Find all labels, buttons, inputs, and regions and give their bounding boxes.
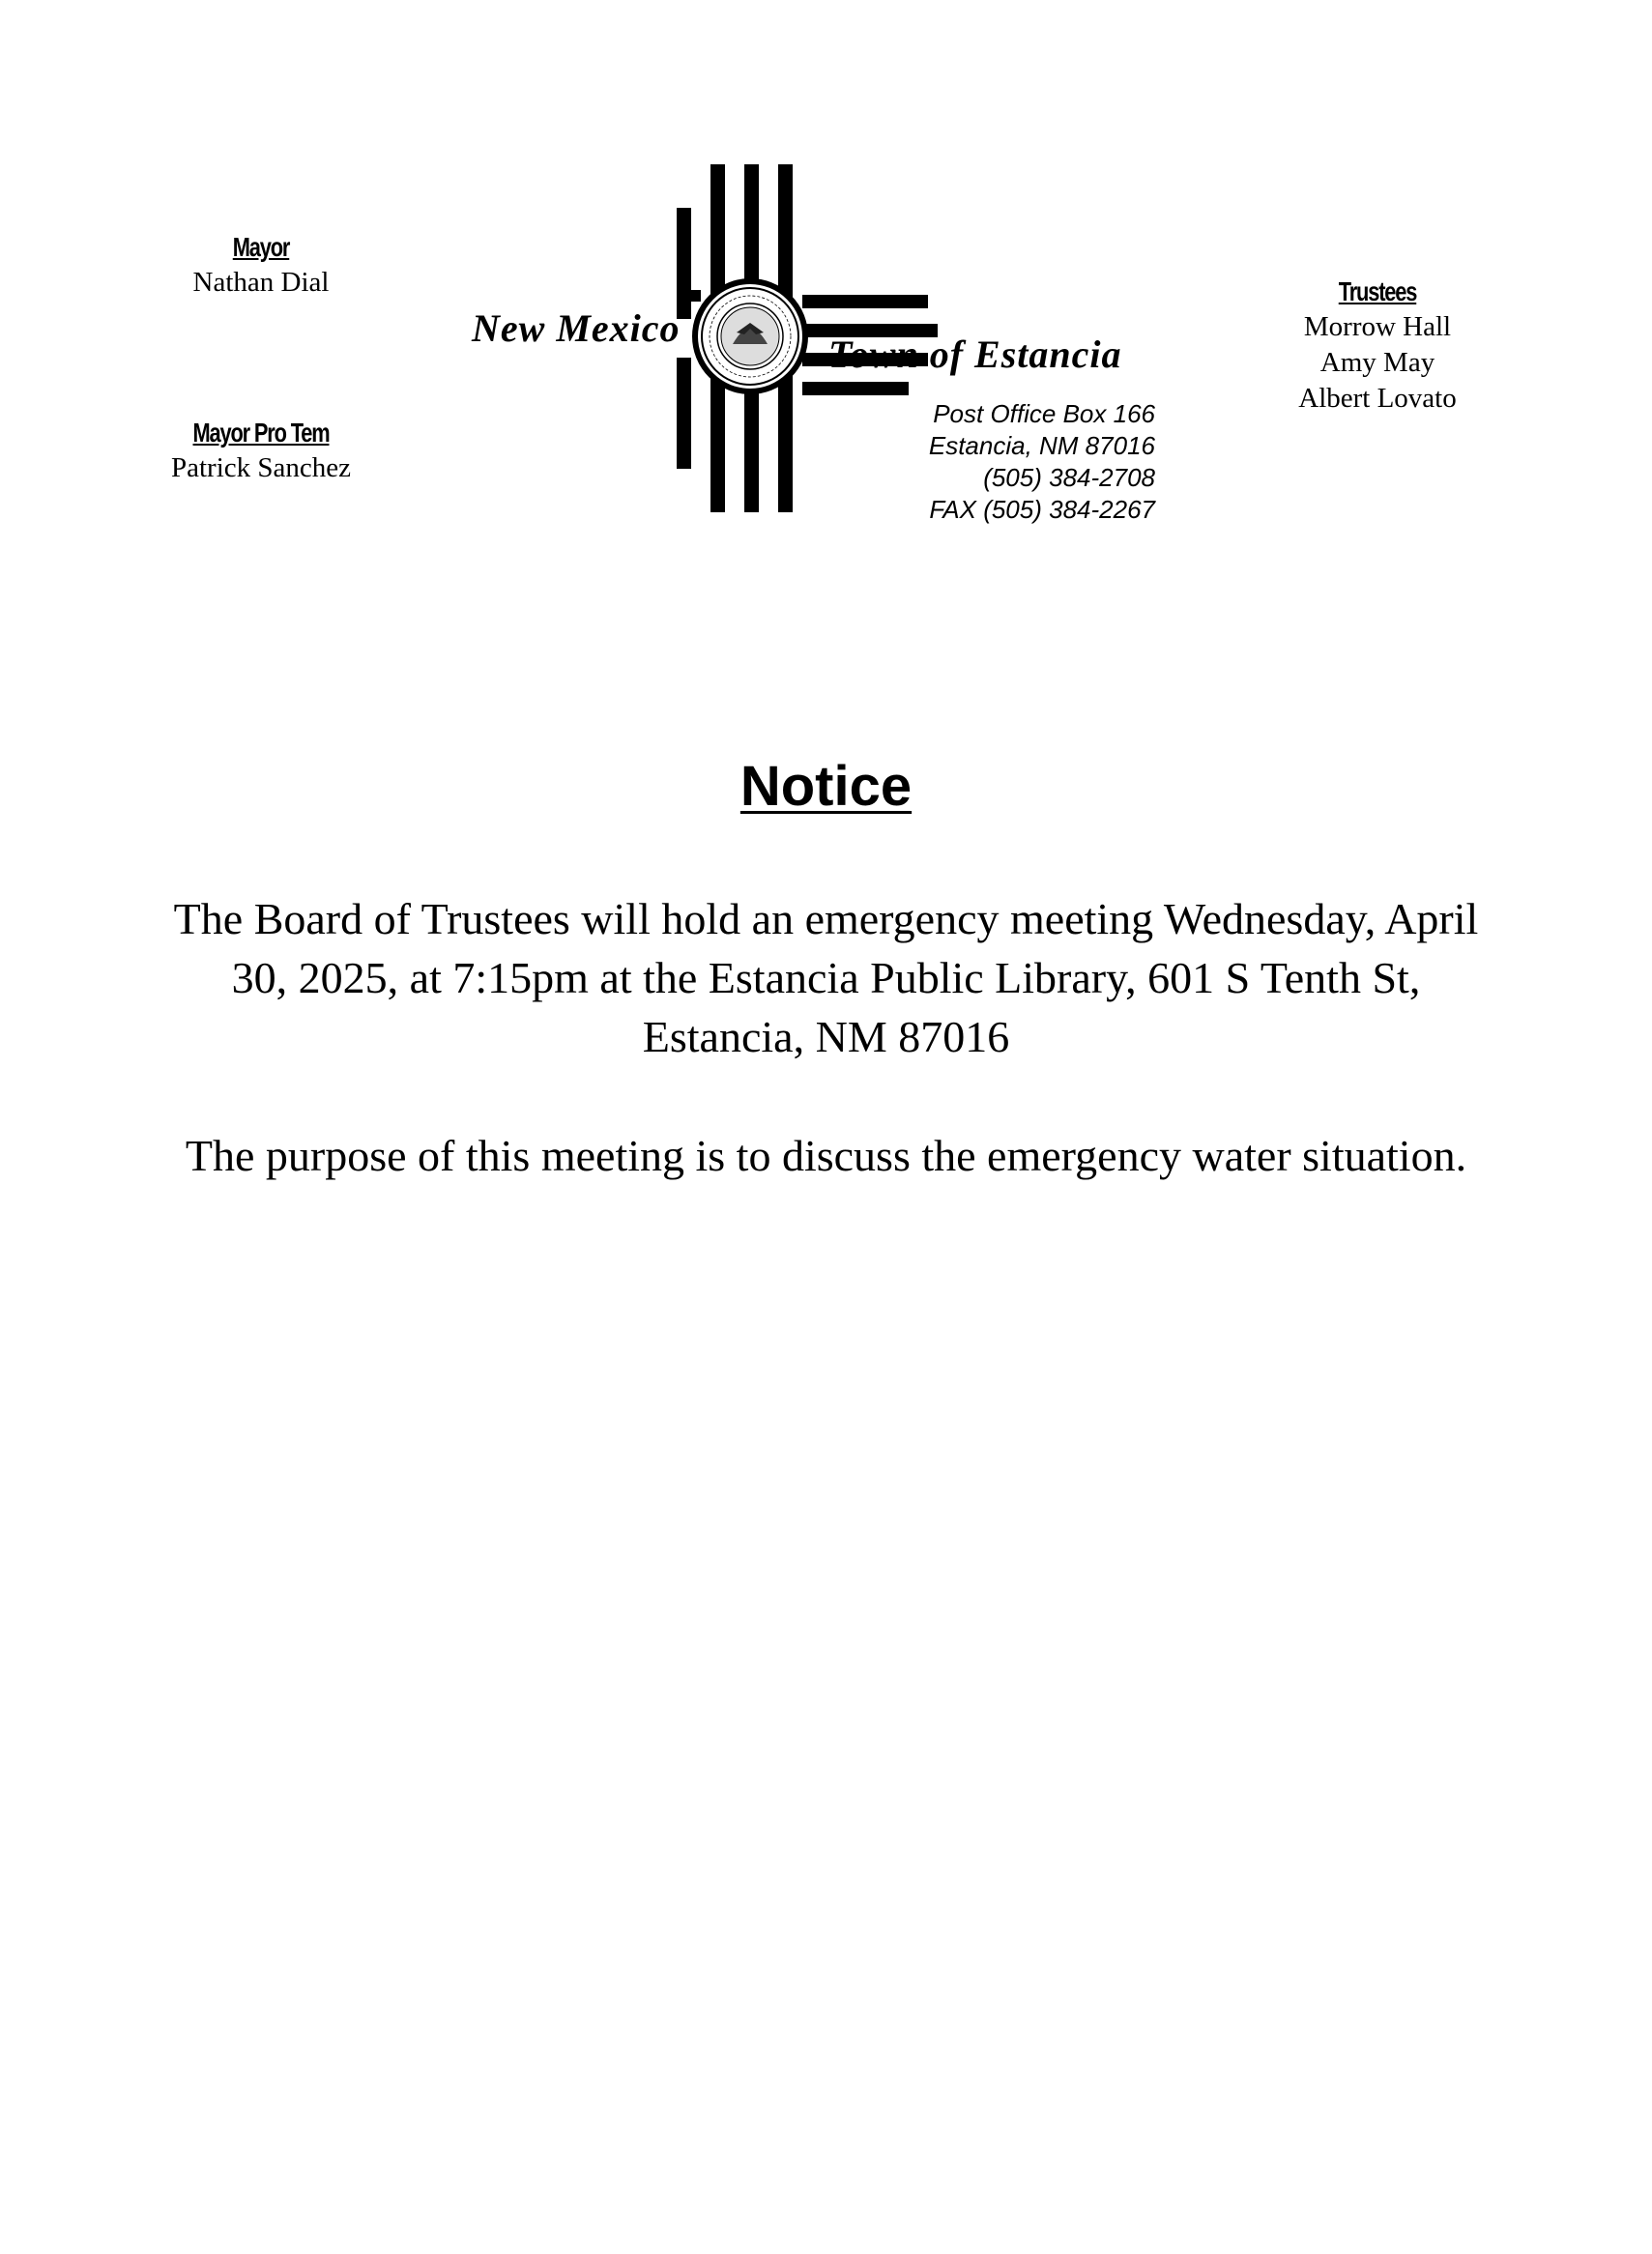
address-line: Post Office Box 166	[933, 399, 1155, 428]
notice-line: 30, 2025, at 7:15pm at the Estancia Public Library, 601 S Tenth St,	[231, 953, 1421, 1002]
fax-number: FAX (505) 384-2267	[929, 495, 1155, 524]
trustee-name: Albert Lovato	[1298, 383, 1457, 414]
purpose-line: The purpose of this meeting is to discuss the emergency water situation.	[185, 1131, 1467, 1180]
purpose-paragraph	[58, 1126, 1594, 1185]
trustees-block	[1247, 276, 1508, 417]
phone-number: (505) 384-2708	[983, 463, 1155, 492]
mayor-name: Nathan Dial	[192, 267, 330, 298]
mayor-block	[145, 232, 377, 301]
logo-left-text: New Mexico	[472, 306, 681, 350]
mayor-heading: Mayor	[232, 232, 290, 262]
trustee-name: Amy May	[1319, 347, 1435, 378]
trustees-heading: Trustees	[1338, 276, 1417, 306]
mayor-pro-tem-block	[116, 418, 406, 486]
notice-line: Estancia, NM 87016	[642, 1012, 1010, 1061]
address-block	[831, 398, 1155, 526]
address-line: Estancia, NM 87016	[928, 431, 1155, 460]
notice-title: Notice	[739, 755, 913, 818]
logo-right-text: Town of Estancia	[828, 332, 1122, 376]
notice-paragraph	[58, 889, 1594, 1066]
trustee-name: Morrow Hall	[1303, 311, 1452, 342]
notice-line: The Board of Trustees will hold an emergency meeting Wednesday, April	[173, 894, 1479, 943]
mayor-pro-tem-heading: Mayor Pro Tem	[192, 418, 330, 448]
mayor-pro-tem-name: Patrick Sanchez	[170, 452, 351, 483]
seal-emblem-icon	[698, 284, 802, 389]
state-seal	[692, 278, 808, 394]
